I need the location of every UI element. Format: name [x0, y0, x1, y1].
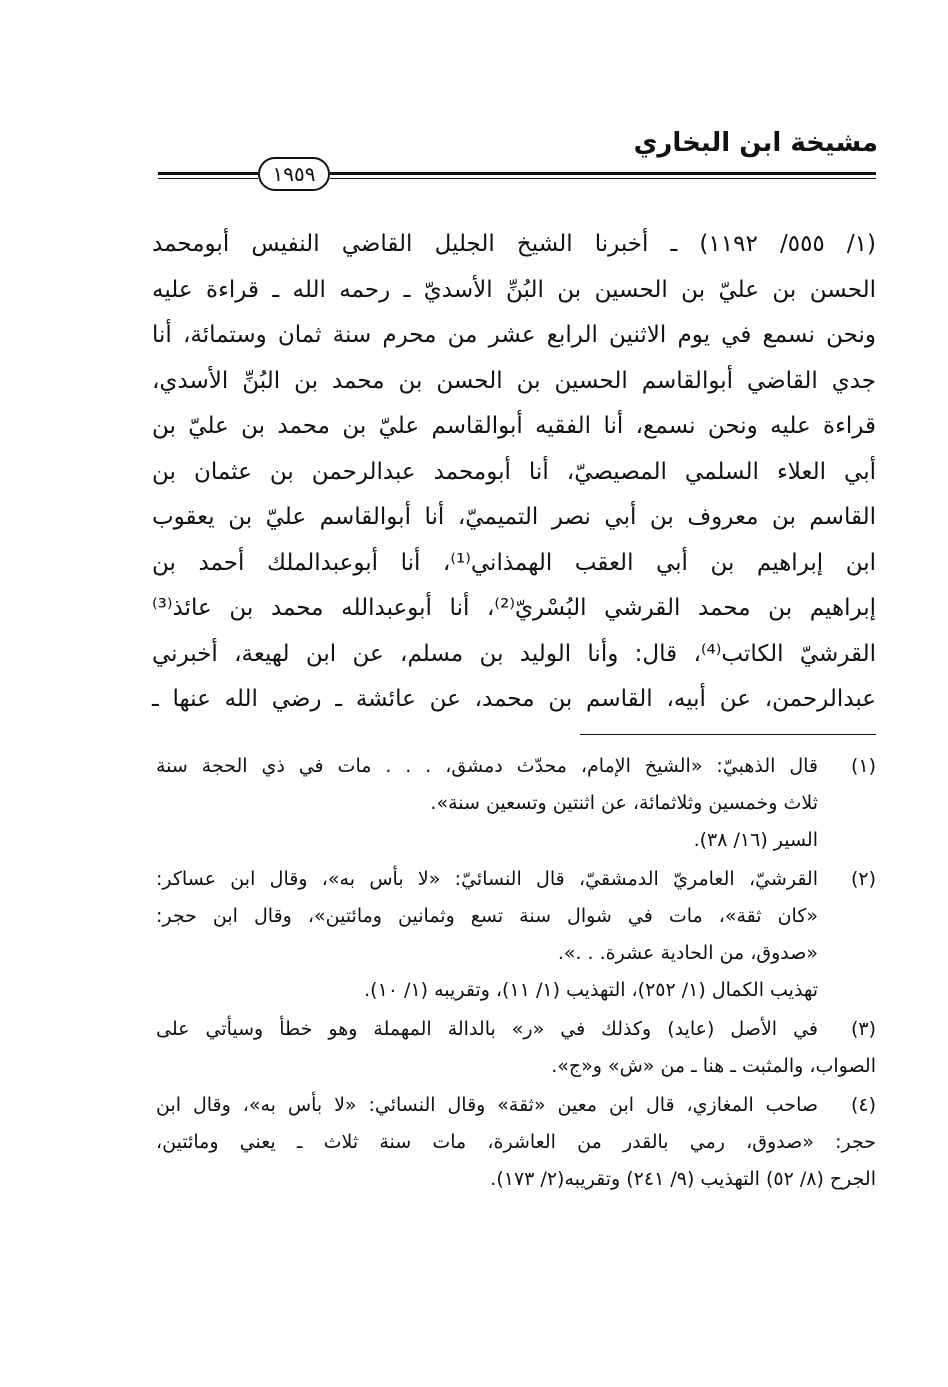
main-text-line: جدي القاضي أبوالقاسم الحسين بن الحسن بن محمد بن البُنِّ الأسدي، — [152, 367, 876, 394]
running-header-title: مشيخة ابن البخاري — [633, 128, 878, 158]
footnote-line: القرشيّ، العامريّ الدمشقيّ، قال النسائيّ: «لا بأس به»، وقال ابن عساكر: — [156, 868, 818, 890]
main-text-line: أبي العلاء السلمي المصيصيّ، أنا أبومحمد عبدالرحمن بن عثمان بن — [152, 458, 876, 485]
footnote-1 — [156, 748, 876, 859]
main-text-line: عبدالرحمن، عن أبيه، القاسم بن محمد، عن عائشة ـ رضي الله عنها ـ — [152, 686, 876, 712]
main-text-line: قراءة عليه ونحن نسمع، أنا الفقيه أبوالقاسم عليّ بن محمد بن عليّ بن — [152, 413, 876, 439]
footnotes — [156, 748, 876, 1200]
header-rule-left-thin — [158, 178, 258, 179]
main-text-line: القرشيّ الكاتب⁽⁴⁾، قال: وأنا الوليد بن مسلم، عن ابن لهيعة، أخبرني — [152, 640, 876, 667]
footnote-line: الجرح (٨/ ٥٢) التهذيب (٩/ ٢٤١) وتقريبه(٢/ ١٧٣). — [490, 1168, 876, 1190]
footnote-line: قال الذهبيّ: «الشيخ الإمام، محدّث دمشق، . . . مات في ذي الحجة سنة — [156, 755, 818, 777]
header-rule-left-thick — [158, 172, 258, 175]
footnote-2 — [156, 861, 876, 1009]
footnote-line: الصواب، والمثبت ـ هنا ـ من «ش» و«ج». — [551, 1055, 876, 1077]
header-rule-right-thick — [330, 172, 876, 175]
footnote-number: (٣) — [850, 1018, 876, 1040]
main-text — [152, 222, 876, 723]
header-rule-right-thin — [330, 178, 876, 179]
footnote-3 — [156, 1011, 876, 1085]
footnote-line: تهذيب الكمال (١/ ٢٥٢)، التهذيب (١/ ١١)، وتقريبه (١/ ١٠). — [364, 979, 818, 1001]
footnote-line: حجر: «صدوق، رمي بالقدر من العاشرة، مات سنة ثلاث ـ يعني ومائتين، — [156, 1131, 876, 1153]
footnote-number: (١) — [850, 755, 876, 777]
footnote-separator — [580, 734, 876, 735]
page-number: ١٩٥٩ — [258, 157, 330, 191]
main-text-line: ابن إبراهيم بن أبي العقب الهمذاني⁽¹⁾، أنا أبوعبدالملك أحمد بن — [152, 549, 877, 576]
footnote-line: في الأصل (عايد) وكذلك في «ر» بالدالة المهملة وهو خطأ وسيأتي على — [156, 1018, 818, 1040]
footnote-number: (٢) — [850, 868, 876, 890]
main-text-line: القاسم بن معروف بن أبي نصر التميميّ، أنا أبوالقاسم عليّ بن يعقوب — [152, 504, 876, 530]
footnote-line: صاحب المغازي، قال ابن معين «ثقة» وقال النسائي: «لا بأس به»، وقال ابن — [156, 1094, 818, 1116]
main-text-line: إبراهيم بن محمد القرشي البُسْريّ⁽²⁾، أنا أبوعبدالله محمد بن عائذ⁽³⁾ — [152, 595, 876, 621]
footnote-line: ثلاث وخمسين وثلاثمائة، عن اثنتين وتسعين سنة». — [430, 792, 818, 814]
footnote-4 — [156, 1087, 876, 1198]
main-text-line: الحسن بن عليّ بن الحسين بن البُنِّ الأسديّ ـ رحمه الله ـ قراءة عليه — [152, 276, 876, 303]
footnote-line: السير (١٦/ ٣٨). — [693, 829, 818, 851]
main-text-line: ونحن نسمع في يوم الاثنين الرابع عشر من محرم سنة ثمان وستمائة، أنا — [152, 322, 876, 348]
footnote-number: (٤) — [850, 1094, 876, 1116]
footnote-line: «كان ثقة»، مات في شوال سنة تسع وثمانين ومائتين»، وقال ابن حجر: — [156, 905, 818, 927]
footnote-line: «صدوق، من الحادية عشرة. . .». — [557, 942, 818, 964]
main-text-line: (١/ ٥٥٥/ ١١٩٢) ـ أخبرنا الشيخ الجليل القاضي النفيس أبومحمد — [152, 231, 877, 257]
header-rule — [158, 162, 876, 186]
